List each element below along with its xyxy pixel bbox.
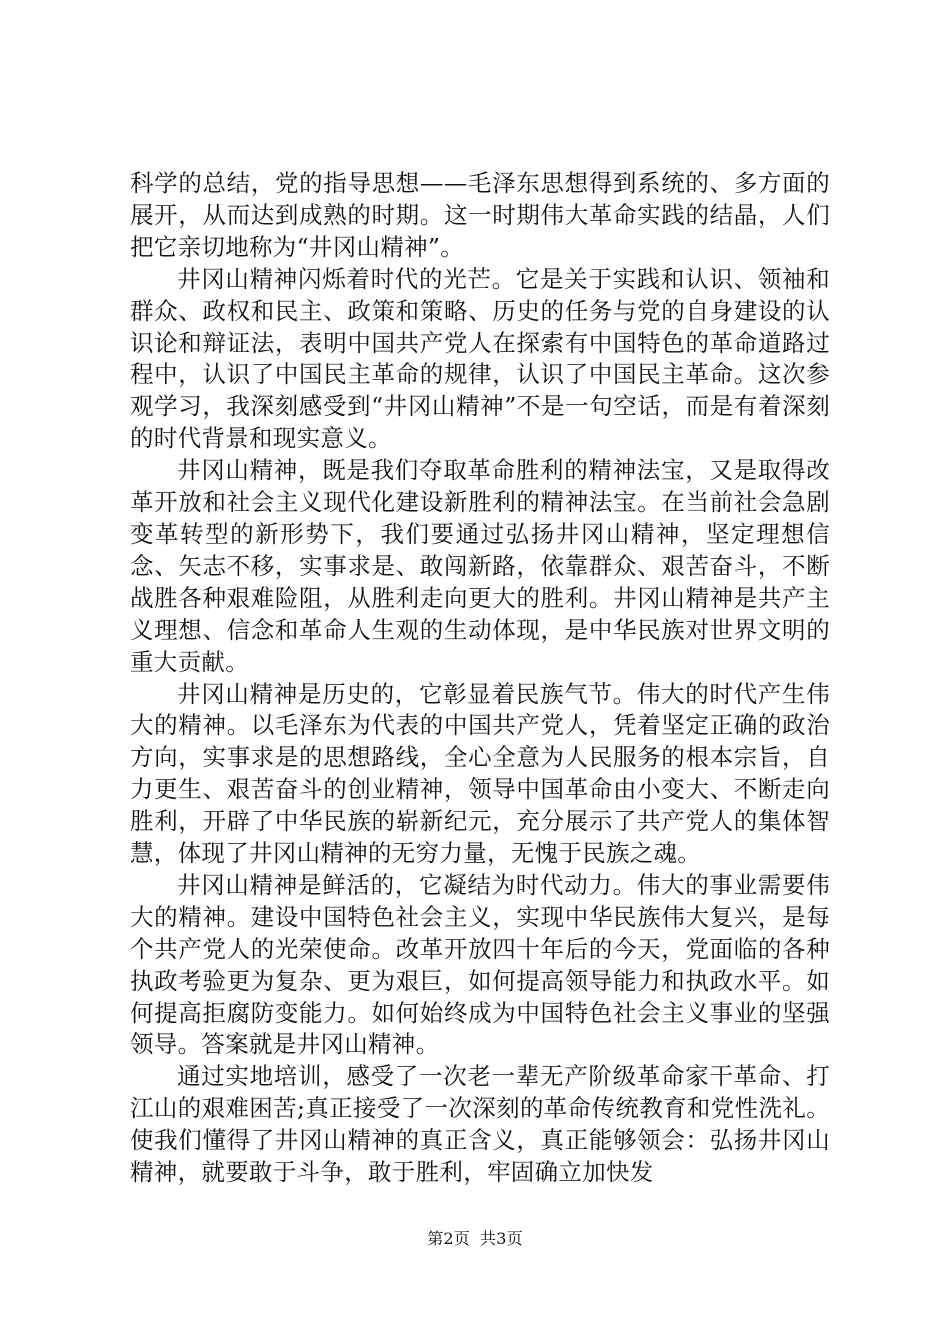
paragraph-1: 科学的总结，党的指导思想——毛泽东思想得到系统的、多方面的展开，从而达到成熟的时期。这一时期伟大革命实践的结晶，人们把它亲切地称为“井冈山精神”。 bbox=[130, 169, 830, 261]
page-footer bbox=[0, 1226, 950, 1249]
paragraph-4: 井冈山精神是历史的，它彰显着民族气节。伟大的时代产生伟大的精神。以毛泽东为代表的中国共产党人，凭着坚定正确的政治方向，实事求是的思想路线，全心全意为人民服务的根本宗旨，自力更生、艰苦奋斗的创业精神，领导中国革命由小变大、不断走向胜利，开辟了中华民族的崭新纪元，充分展示了共产党人的集体智慧，体现了井冈山精神的无穷力量，无愧于民族之魂。 bbox=[130, 679, 830, 868]
paragraph-6: 通过实地培训，感受了一次老一辈无产阶级革命家干革命、打江山的艰难困苦;真正接受了一次深刻的革命传统教育和党性洗礼。使我们懂得了井冈山精神的真正含义，真正能够领会：弘扬井冈山精神，就要敢于斗争，敢于胜利，牢固确立加快发 bbox=[130, 1062, 830, 1187]
paragraph-2: 井冈山精神闪烁着时代的光芒。它是关于实践和认识、领袖和群众、政权和民主、政策和策略、历史的任务与党的自身建设的认识论和辩证法，表明中国共产党人在探索有中国特色的革命道路过程中，认识了中国民主革命的规律，认识了中国民主革命。这次参观学习，我深刻感受到“井冈山精神”不是一句空话，而是有着深刻的时代背景和现实意义。 bbox=[130, 264, 830, 453]
paragraph-5: 井冈山精神是鲜活的，它凝结为时代动力。伟大的事业需要伟大的精神。建设中国特色社会主义，实现中华民族伟大复兴，是每个共产党人的光荣使命。改革开放四十年后的今天，党面临的各种执政考验更为复杂、更为艰巨，如何提高领导能力和执政水平。如何提高拒腐防变能力。如何始终成为中国特色社会主义事业的坚强领导。答案就是井冈山精神。 bbox=[130, 870, 830, 1059]
document-body bbox=[130, 168, 830, 1189]
page-total: 共3页 bbox=[480, 1229, 523, 1248]
paragraph-3: 井冈山精神，既是我们夺取革命胜利的精神法宝，又是取得改革开放和社会主义现代化建设新胜利的精神法宝。在当前社会急剧变革转型的新形势下，我们要通过弘扬井冈山精神，坚定理想信念、矢志不移，实事求是、敢闯新路，依靠群众、艰苦奋斗，不断战胜各种艰难险阻，从胜利走向更大的胜利。井冈山精神是共产主义理想、信念和革命人生观的生动体现，是中华民族对世界文明的重大贡献。 bbox=[130, 456, 830, 676]
page-number: 第2页 bbox=[427, 1229, 470, 1248]
